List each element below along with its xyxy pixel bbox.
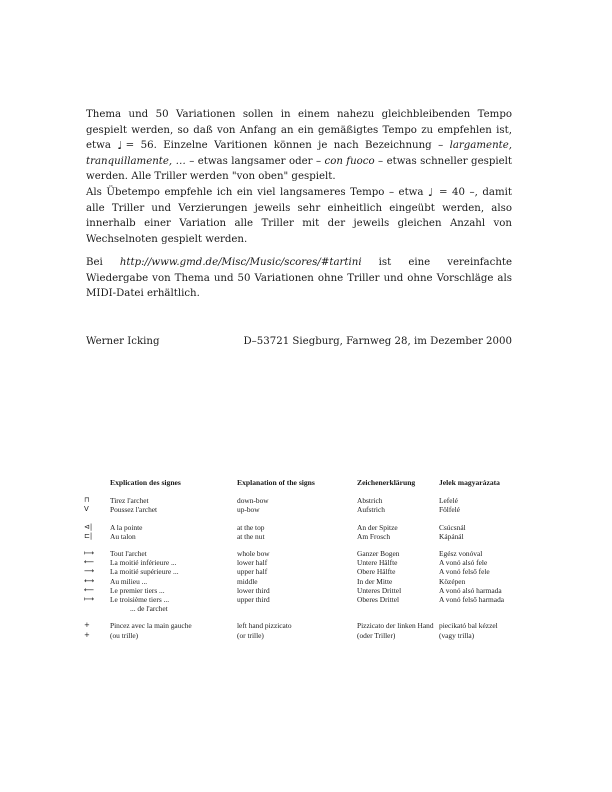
cell-german: Pizzicato der linken Hand [357,621,434,631]
cell-hungarian: Fölfelé [439,505,460,515]
cell-english: upper third [237,595,270,605]
signature-address: D–53721 Siegburg, Farnweg 28, im Dezember 2000 [243,336,512,347]
signature-name: Werner Icking [86,336,160,347]
paragraph-tempo [86,107,512,185]
table-row [84,549,529,558]
cell-german: Ganzer Bogen [357,549,400,559]
cell-french: Pincez avec la main gauche [110,621,192,631]
cell-hungarian: A vonó felső harmada [439,595,505,605]
table-row [84,567,529,576]
paragraph-text: = 56. Einzelne Varitionen können je nach Bezeichnung – [125,140,450,152]
cell-french: A la pointe [110,522,143,532]
quarter-note-icon: ♩ [117,139,126,153]
cell-hungarian: piecikató bal kézzel [439,621,498,631]
sign-symbol: + [84,621,90,630]
cell-english: down-bow [237,496,269,506]
sign-symbol: ⟶ [84,567,95,576]
table-row [84,558,529,567]
paragraph-text: = 40 –, damit alle Triller und Verzierungen jeweils sehr einheitlich eingeübt werden, also innerhalb einer Variation alle Triller mit der jeweils gleichen Anzahl von Wechselnoten gespielt werden. [86,187,512,245]
sign-symbol: ⟼ [84,595,95,604]
table-row [84,523,529,532]
header-english: Explanation of the signs [237,478,315,487]
signs-table [84,478,529,640]
paragraph-practice-tempo [86,185,512,247]
cell-hungarian: A vonó alsó fele [439,558,488,568]
cell-german: Oberes Drittel [357,595,400,605]
cell-french: ... de l'archet [130,604,168,614]
cell-english: up-bow [237,505,260,515]
sign-symbol: ⊲| [84,522,93,531]
cell-english: at the top [237,522,265,532]
table-row [84,505,529,514]
sign-symbol [84,604,110,613]
cell-german: An der Spitze [357,522,398,532]
table-row [84,621,529,630]
cell-hungarian: Középen [439,576,466,586]
cell-french: Au talon [110,531,136,541]
group-spacer [84,613,529,621]
sign-symbol: ⟷ [84,576,95,585]
table-row [84,631,529,640]
cell-french: Tout l'archet [110,549,147,559]
cell-hungarian: A vonó alsó harmada [439,585,502,595]
sign-symbol: + [84,630,90,639]
cell-hungarian: Kápánál [439,531,464,541]
cell-english: at the nut [237,531,265,541]
cell-english: (or trille) [237,630,264,640]
cell-french: (ou trille) [110,630,139,640]
cell-german: Unteres Drittel [357,585,402,595]
paragraph-text: Thema und 50 Variationen sollen in einem nahezu gleichbleibenden Tempo gespielt werden, so daß von Anfang an ein gemäßigtes Tempo zu empfehlen ist, etwa [86,109,512,152]
table-row [84,595,529,604]
cell-german: (oder Triller) [357,630,396,640]
cell-english: lower third [237,585,270,595]
cell-english: whole bow [237,549,270,559]
cell-english [237,604,357,613]
paragraph-text: ist eine vereinfachte Wiedergabe von Thema und 50 Variationen ohne Triller und ohne Vorschläge als MIDI-Datei erhältlich. [86,257,512,300]
cell-french: Le troisième tiers ... [110,595,170,605]
cell-hungarian: A vonó felső fele [439,567,490,577]
cell-english: lower half [237,558,268,568]
spacer-cell [84,613,529,621]
table-row [84,577,529,586]
table-row [84,586,529,595]
table-row [84,532,529,541]
cell-french: La moitié supérieure ... [110,567,179,577]
paragraph-text: Als Übetempo empfehle ich ein viel langsameres Tempo – etwa [86,187,428,198]
cell-hungarian: Lefelé [439,496,458,506]
cell-german [357,604,439,613]
sign-symbol: ⟵ [84,585,95,594]
sign-symbol: ⟵ [84,558,95,567]
cell-german: Abstrich [357,496,383,506]
spacer-cell [84,541,529,549]
paragraph-text: – etwas langsamer oder – [185,155,325,167]
cell-hungarian: Egész vonóval [439,549,483,559]
italic-term: largamente, tranquillamente, … [86,140,512,167]
cell-french: Tirez l'archet [110,496,149,506]
paragraph-text: Bei [86,257,120,268]
sign-symbol: ⟼ [84,549,95,558]
cell-english: middle [237,576,258,586]
cell-german: Am Frosch [357,531,391,541]
table-row [84,496,529,505]
paragraph-midi [86,255,512,302]
sign-symbol: ⊏| [84,531,93,540]
cell-german: Aufstrich [357,505,385,515]
signs-table-header [84,478,529,496]
spacer-cell [84,515,529,523]
cell-german: Untere Hälfte [357,558,398,568]
cell-french: Au milieu ... [110,576,148,586]
cell-hungarian: Csúcsnál [439,522,466,532]
table-row [84,604,529,613]
cell-french: Poussez l'archet [110,505,158,515]
group-spacer [84,515,529,523]
header-french: Explication des signes [110,478,181,487]
cell-english: upper half [237,567,268,577]
cell-german: In der Mitte [357,576,393,586]
quarter-note-icon: ♩ [428,186,435,199]
paragraph-text: – etwas schneller gespielt werden. Alle Triller werden "von oben" gespielt. [86,155,513,183]
cell-french: Le premier tiers ... [110,585,165,595]
sign-symbol: V [84,505,89,514]
midi-url-link[interactable]: http://www.gmd.de/Misc/Music/scores/#tartini [119,257,362,268]
cell-french: La moitié inférieure ... [110,558,177,568]
sign-symbol: ⊓ [84,496,90,505]
cell-hungarian [439,604,529,613]
header-symbol [84,478,110,496]
header-german: Zeichenerklärung [357,478,416,487]
cell-german: Obere Hälfte [357,567,396,577]
italic-term: con fuoco [324,155,375,167]
cell-hungarian: (vagy trilla) [439,630,475,640]
group-spacer [84,541,529,549]
cell-english: left hand pizzicato [237,621,292,631]
signs-table-body [84,496,529,640]
header-hungarian: Jelek magyarázata [439,478,500,487]
